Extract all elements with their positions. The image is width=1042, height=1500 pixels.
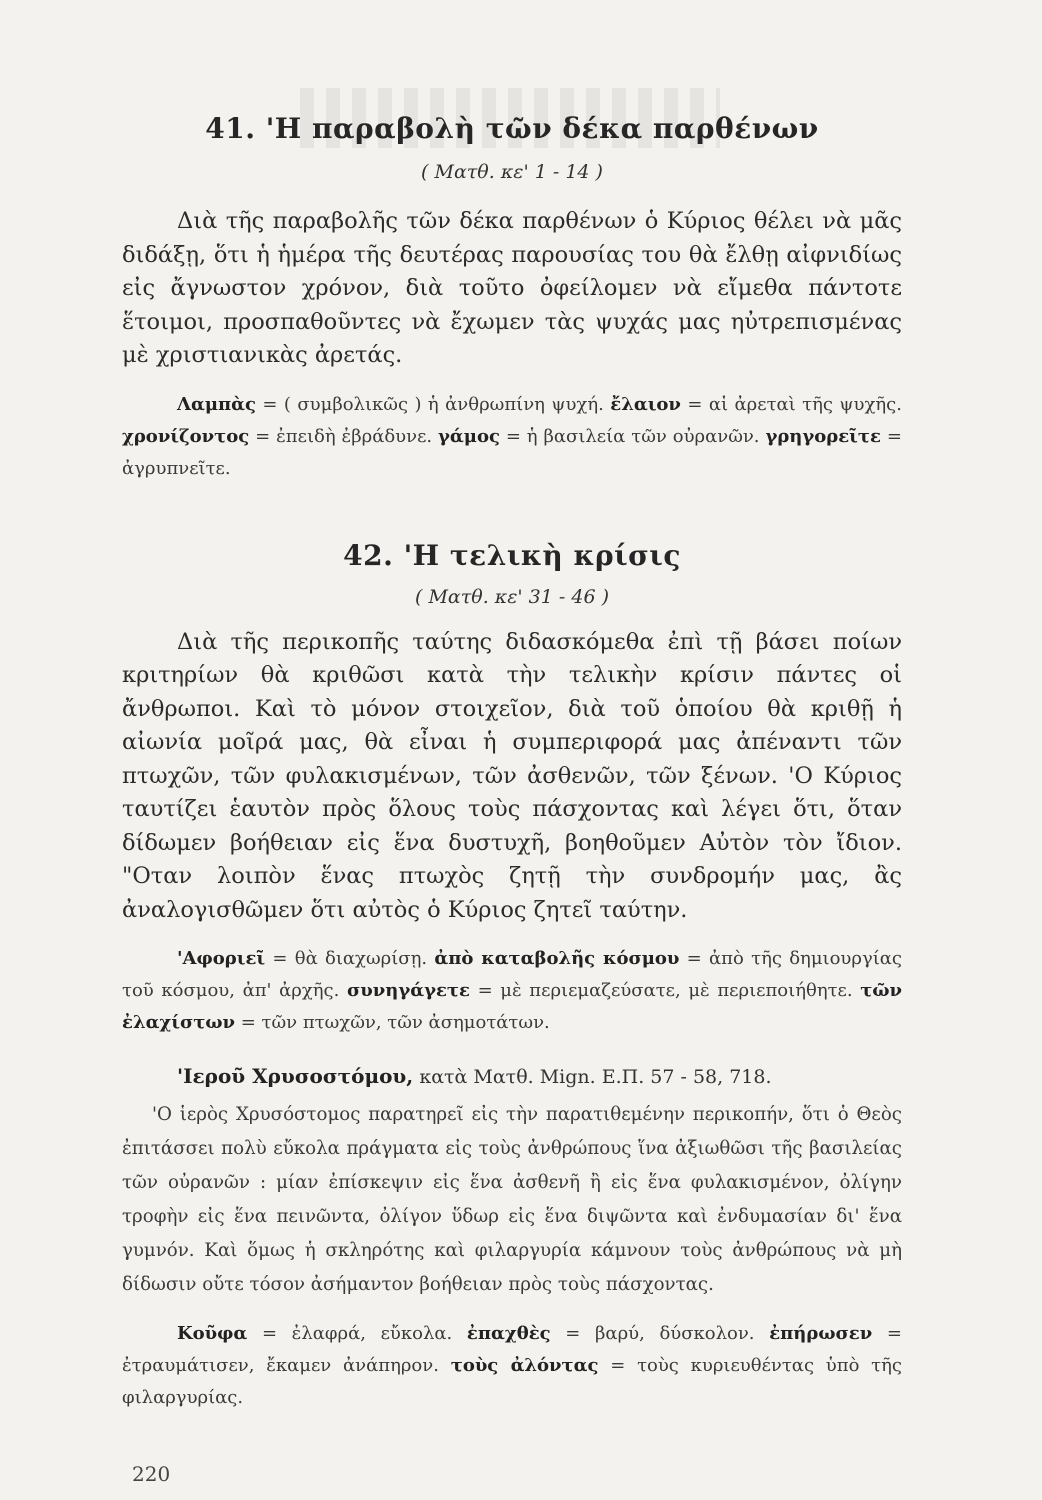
section-42-reference: ( Ματθ. κε' 31 - 46 ) <box>415 585 609 608</box>
glossary-definition: = τῶν πτωχῶν, τῶν ἀσημοτάτων. <box>240 1012 550 1033</box>
section-41-glossary <box>122 389 902 485</box>
source-author: 'Ιεροῦ Χρυσοστόμου, <box>177 1064 414 1088</box>
glossary-term: ἀπὸ καταβολῆς κόσμου <box>434 948 680 969</box>
glossary-definition: = αἱ ἀρεταὶ τῆς ψυχῆς. <box>687 393 902 415</box>
glossary-definition: = ἐπειδὴ ἐβράδυνε. <box>255 425 433 447</box>
glossary-definition: = ἀπὸ τῆς δημιουργίας τοῦ κόσμου, ἀπ' ἀρχῆς. <box>122 948 902 1001</box>
glossary-definition: = ἡ βασιλεία τῶν οὐρανῶν. <box>505 425 760 447</box>
glossary-definition: = βαρύ, δύσκολον. <box>565 1323 755 1344</box>
section-41-body: Διὰ τῆς παραβολῆς τῶν δέκα παρθένων ὁ Κύριος θέλει νὰ μᾶς διδάξῃ, ὅτι ἡ ἡμέρα τῆς δευτέρας παρουσίας του θὰ ἔλθῃ αἰφνιδίως εἰς ἄγνωστον χρόνον, διὰ τοῦτο ὀφείλομεν νὰ εἴμεθα πάντοτε ἕτοιμοι, προσπαθοῦντες νὰ ἔχωμεν τὰς ψυχάς μας ηὐτρεπισμένας μὲ χριστιανικὰς ἀρετάς. <box>122 208 902 368</box>
glossary-definition: = μὲ περιεμαζεύσατε, μὲ περιεποιήθητε. <box>477 980 853 1001</box>
glossary-term: τῶν ἐλαχίστων <box>122 980 902 1033</box>
section-42-title: 42. 'Η τελικὴ κρίσις <box>343 538 681 572</box>
glossary-definition: = ( συμβολικῶς ) ἡ ἀνθρωπίνη ψυχή. <box>262 393 604 415</box>
section-41-reference: ( Ματθ. κε' 1 - 14 ) <box>421 161 603 183</box>
glossary-definition: = ἐλαφρά, εὔκολα. <box>261 1323 453 1344</box>
glossary-term: γάμος <box>438 425 500 447</box>
glossary-definition: = τοὺς κυριευθέντας ὑπὸ τῆς φιλαργυρίας. <box>122 1355 902 1408</box>
commentary-glossary <box>122 1318 902 1414</box>
glossary-term: ἔλαιον <box>610 393 681 415</box>
glossary-definition: = θὰ διαχωρίσῃ. <box>272 948 428 969</box>
page-number: 220 <box>132 1462 171 1486</box>
glossary-term: γρηγορεῖτε <box>765 425 881 447</box>
glossary-definition: = ἀγρυπνεῖτε. <box>122 425 902 479</box>
glossary-term: Λαμπὰς <box>177 393 256 415</box>
section-42-body: Διὰ τῆς περικοπῆς ταύτης διδασκόμεθα ἐπὶ τῇ βάσει ποίων κριτηρίων θὰ κριθῶσι κατὰ τὴν τελικὴν κρίσιν πάντες οἱ ἄνθρωποι. Καὶ τὸ μόνον στοιχεῖον, διὰ τοῦ ὁποίου θὰ κριθῇ ἡ αἰωνία μοῖρά μας, θὰ εἶναι ἡ συμπεριφορά μας ἀπέναντι τῶν πτωχῶν, τῶν φυλακισμένων, τῶν ἀσθενῶν, τῶν ξένων. 'Ο Κύριος ταυτίζει ἑαυτὸν πρὸς ὅλους τοὺς πάσχοντας καὶ λέγει ὅτι, ὅταν δίδωμεν βοήθειαν εἰς ἕνα δυστυχῆ, βοηθοῦμεν Αὐτὸν τὸν ἴδιον. "Οταν λοιπὸν ἕνας πτωχὸς ζητῇ τὴν συνδρομήν μας, ἂς ἀναλογισθῶμεν ὅτι αὐτὸς ὁ Κύριος ζητεῖ ταύτην. <box>122 628 902 923</box>
section-41-title: 41. 'Η παραβολὴ τῶν δέκα παρθένων <box>205 112 819 145</box>
glossary-term: 'Αφοριεῖ <box>177 948 266 969</box>
source-citation <box>122 1061 902 1092</box>
source-text: κατὰ Ματθ. Mign. Ε.Π. 57 - 58, 718. <box>419 1066 772 1088</box>
glossary-term: ἐπαχθὲς <box>466 1323 551 1344</box>
glossary-term: χρονίζοντος <box>122 425 250 447</box>
page-content <box>122 112 902 1414</box>
section-42-glossary <box>122 943 902 1039</box>
glossary-term: Κοῦφα <box>177 1323 248 1344</box>
glossary-term: συνηγάγετε <box>347 980 470 1001</box>
glossary-term: ἐπήρωσεν <box>769 1323 873 1344</box>
glossary-term: τοὺς ἀλόντας <box>450 1355 599 1376</box>
glossary-definition: = ἐτραυμάτισεν, ἔκαμεν ἀνάπηρον. <box>122 1323 902 1376</box>
chrysostom-commentary: 'Ο ἱερὸς Χρυσόστομος παρατηρεῖ εἰς τὴν παρατιθεμένην περικοπήν, ὅτι ὁ Θεὸς ἐπιτάσσει πολὺ εὔκολα πράγματα εἰς τοὺς ἀνθρώπους ἵνα ἀξιωθῶσι τῆς βασιλείας τῶν οὐρανῶν : μίαν ἐπίσκεψιν εἰς ἕνα ἀσθενῆ ἢ εἰς ἕνα φυλακισμένον, ὀλίγην τροφὴν εἰς ἕνα πεινῶντα, ὀλίγον ὕδωρ εἰς ἕνα διψῶντα καὶ ἐνδυμασίαν δι' ἕνα γυμνόν. Καὶ ὅμως ἡ σκληρότης καὶ φιλαργυρία κάμνουν τοὺς ἀνθρώπους νὰ μὴ δίδωσιν οὔτε τόσον ἀσήμαντον βοήθειαν πρὸς τοὺς πάσχοντας. <box>122 1104 902 1295</box>
